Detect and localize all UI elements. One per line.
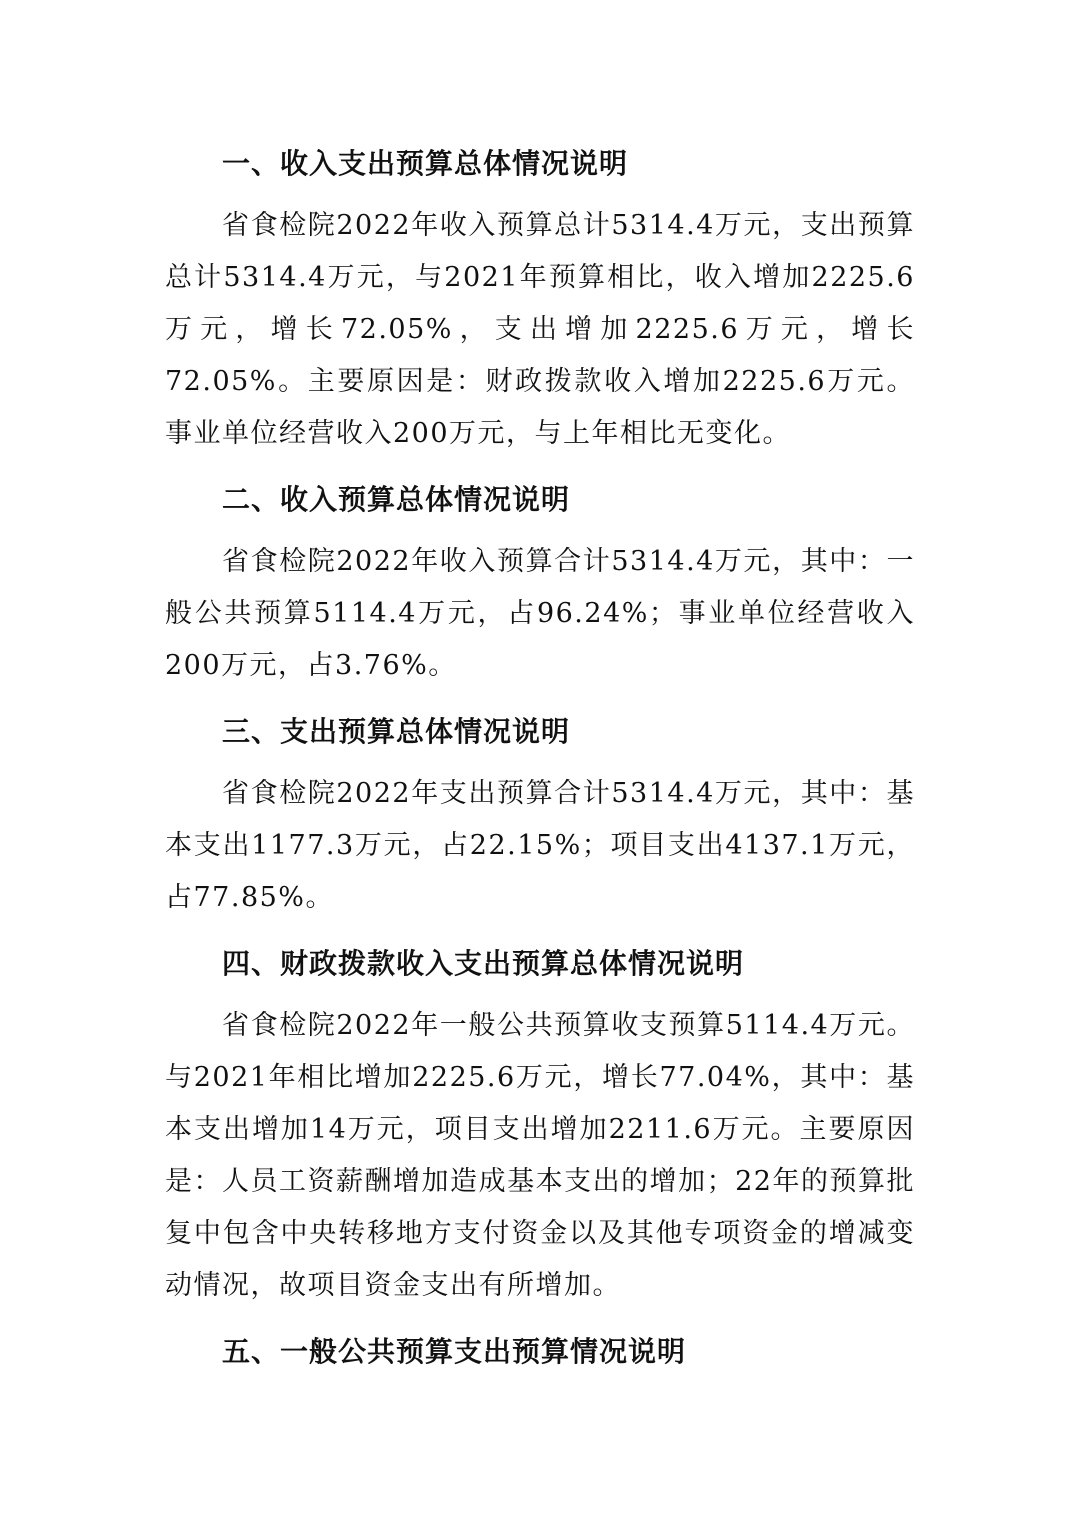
section-1-body: 省食检院2022年收入预算总计5314.4万元，支出预算总计5314.4万元，与2021年预算相比，收入增加2225.6万元，增长72.05%，支出增加2225.6万元，增长72.05%。主要原因是：财政拨款收入增加2225.6万元。事业单位经营收入200万元，与上年相比无变化。	[165, 210, 915, 449]
section-3-heading: 三、支出预算总体情况说明	[222, 715, 571, 748]
section-1-heading: 一、收入支出预算总体情况说明	[222, 147, 629, 180]
section-2-heading: 二、收入预算总体情况说明	[222, 483, 571, 516]
section-3-body: 省食检院2022年支出预算合计5314.4万元，其中：基本支出1177.3万元，占22.15%；项目支出4137.1万元，占77.85%。	[165, 778, 915, 913]
section-4-body: 省食检院2022年一般公共预算收支预算5114.4万元。与2021年相比增加2225.6万元，增长77.04%，其中：基本支出增加14万元，项目支出增加2211.6万元。主要原因是：人员工资薪酬增加造成基本支出的增加；22年的预算批复中包含中央转移地方支付资金以及其他专项资金的增减变动情况，故项目资金支出有所增加。	[165, 1010, 915, 1301]
section-4-heading: 四、财政拨款收入支出预算总体情况说明	[222, 947, 745, 980]
section-5-heading: 五、一般公共预算支出预算情况说明	[222, 1335, 687, 1368]
section-2-body: 省食检院2022年收入预算合计5314.4万元，其中：一般公共预算5114.4万元，占96.24%；事业单位经营收入200万元，占3.76%。	[165, 546, 915, 681]
document-page	[165, 138, 915, 1378]
